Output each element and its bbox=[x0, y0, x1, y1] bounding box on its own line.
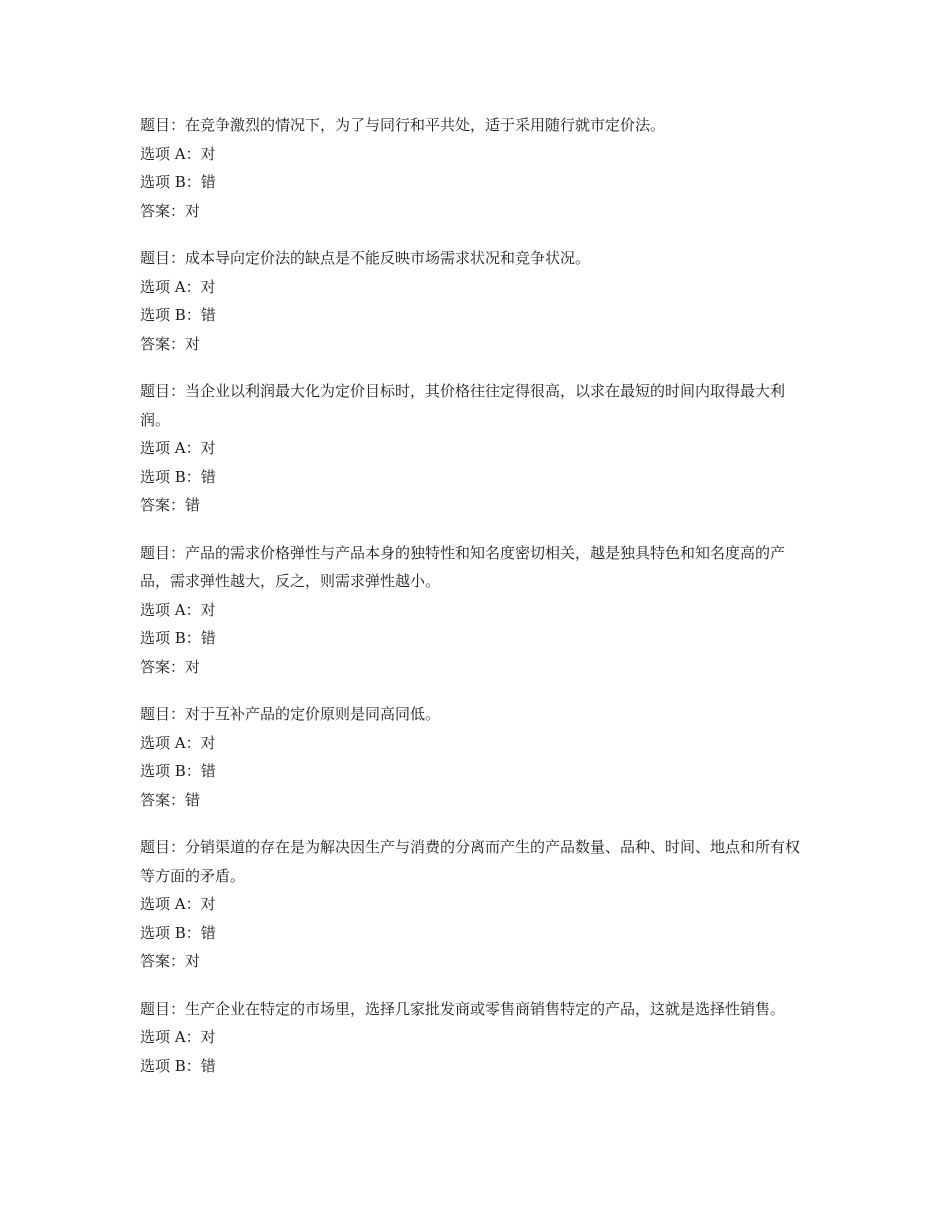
option-b: 选项 B：错 bbox=[140, 762, 216, 780]
answer: 答案：对 bbox=[140, 952, 201, 970]
option-a: 选项 A：对 bbox=[140, 1028, 216, 1046]
question-text: 题目：当企业以利润最大化为定价目标时，其价格往往定得很高，以求在最短的时间内取得最大利润。 bbox=[140, 382, 786, 429]
option-b: 选项 B：错 bbox=[140, 629, 216, 647]
question-block-1 bbox=[140, 111, 812, 225]
answer: 答案：对 bbox=[140, 201, 201, 220]
question-text: 题目：生产企业在特定的市场里，选择几家批发商或零售商销售特定的产品，这就是选择性销售。 bbox=[140, 999, 786, 1018]
question-text: 题目：成本导向定价法的缺点是不能反映市场需求状况和竞争状况。 bbox=[140, 249, 591, 267]
question-text: 题目：分销渠道的存在是为解决因生产与消费的分离而产生的产品数量、品种、时间、地点和所有权等方面的矛盾。 bbox=[140, 838, 801, 885]
option-b: 选项 B：错 bbox=[140, 1056, 216, 1075]
question-block-6 bbox=[140, 833, 812, 976]
question-text: 题目：对于互补产品的定价原则是同高同低。 bbox=[140, 705, 441, 723]
option-a: 选项 A：对 bbox=[140, 439, 216, 457]
question-text: 题目：产品的需求价格弹性与产品本身的独特性和知名度密切相关，越是独具特色和知名度高的产品，需求弹性越大，反之，则需求弹性越小。 bbox=[140, 543, 786, 590]
question-block-4 bbox=[140, 539, 812, 682]
question-text: 题目：在竞争激烈的情况下，为了与同行和平共处，适于采用随行就市定价法。 bbox=[140, 116, 666, 134]
option-a: 选项 A：对 bbox=[140, 733, 216, 752]
answer: 答案：对 bbox=[140, 657, 201, 676]
question-block-2 bbox=[140, 244, 812, 358]
option-b: 选项 B：错 bbox=[140, 923, 216, 942]
answer: 答案：对 bbox=[140, 334, 201, 353]
option-a: 选项 A：对 bbox=[140, 144, 216, 163]
answer: 答案：错 bbox=[140, 790, 201, 809]
option-a: 选项 A：对 bbox=[140, 895, 216, 913]
document-page bbox=[140, 111, 812, 1099]
question-block-7 bbox=[140, 995, 812, 1081]
answer: 答案：错 bbox=[140, 496, 201, 514]
option-b: 选项 B：错 bbox=[140, 467, 216, 486]
option-b: 选项 B：错 bbox=[140, 173, 216, 191]
option-a: 选项 A：对 bbox=[140, 600, 216, 619]
question-block-5 bbox=[140, 700, 812, 814]
option-b: 选项 B：错 bbox=[140, 306, 216, 324]
question-block-3 bbox=[140, 377, 812, 520]
option-a: 选项 A：对 bbox=[140, 277, 216, 296]
